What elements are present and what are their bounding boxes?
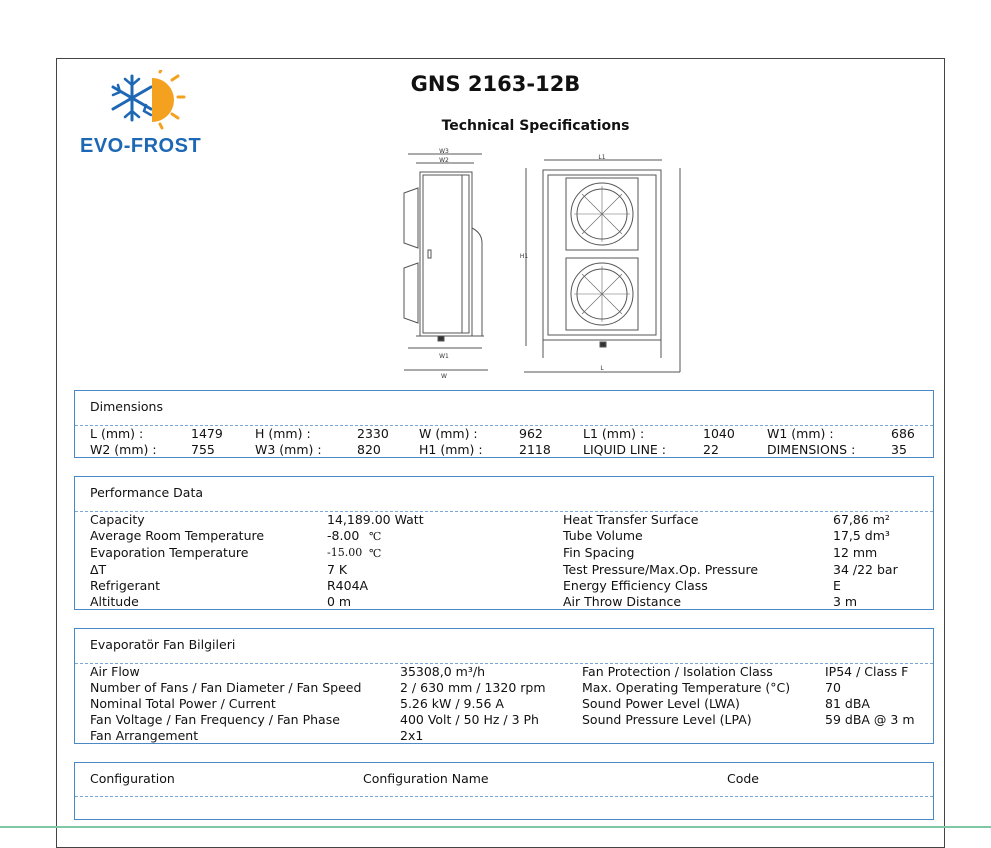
dim-label: L (mm) : [90, 426, 144, 441]
divider [75, 663, 933, 664]
config-column-header: Configuration [90, 771, 175, 786]
dim-value: 2118 [519, 442, 551, 457]
fan-value: 59 dBA @ 3 m [825, 712, 915, 727]
product-title: GNS 2163-12B [410, 72, 581, 96]
configuration-section [74, 762, 934, 820]
dim-value: 755 [191, 442, 215, 457]
perf-value: 3 m [833, 594, 858, 609]
dim-label: H1 (mm) : [419, 442, 483, 457]
perf-value: 67,86 m² [833, 512, 890, 527]
dim-label: H (mm) : [255, 426, 311, 441]
dim-label: W3 (mm) : [255, 442, 322, 457]
dim-label: W (mm) : [419, 426, 478, 441]
unit-celsius: ℃ [369, 530, 382, 543]
fan-label: Nominal Total Power / Current [90, 696, 276, 711]
dim-label: W1 (mm) : [767, 426, 834, 441]
logo-text: EVO-FROST [80, 135, 202, 157]
perf-value: 7 K [327, 562, 348, 577]
section-heading: Performance Data [90, 485, 204, 500]
perf-value: 0 m [327, 594, 352, 609]
drawing-label: W [441, 373, 447, 380]
fan-label: Number of Fans / Fan Diameter / Fan Speed [90, 680, 362, 695]
perf-value: -15.00 [327, 546, 363, 559]
dim-value: 2330 [357, 426, 389, 441]
perf-label: Heat Transfer Surface [563, 512, 699, 527]
dim-value: 1479 [191, 426, 223, 441]
perf-label: Fin Spacing [563, 545, 635, 560]
dim-value: 35 [891, 442, 907, 457]
unit-dimension-drawing [398, 148, 698, 380]
fan-value: 35308,0 m³/h [400, 664, 485, 679]
perf-value: R404A [327, 578, 369, 593]
fan-label: Max. Operating Temperature (°C) [582, 680, 791, 695]
config-name-column-header: Configuration Name [363, 771, 489, 786]
fan-label: Sound Power Level (LWA) [582, 696, 740, 711]
perf-value: 12 mm [833, 545, 878, 560]
perf-value: 34 /22 bar [833, 562, 898, 577]
config-code-column-header: Code [727, 771, 760, 786]
fan-section [74, 628, 934, 744]
perf-label: ΔT [90, 562, 107, 577]
fan-value: 2x1 [400, 728, 424, 743]
dimensions-section [74, 390, 934, 458]
divider [75, 511, 933, 512]
perf-label: Capacity [90, 512, 145, 527]
fan-value: 400 Volt / 50 Hz / 3 Ph [400, 712, 539, 727]
divider [75, 796, 933, 797]
perf-value: E [833, 578, 841, 593]
fan-value: IP54 / Class F [825, 664, 909, 679]
dim-label: DIMENSIONS : [767, 442, 856, 457]
performance-section [74, 476, 934, 610]
drawing-label: W1 [439, 353, 449, 360]
dim-label: LIQUID LINE : [583, 442, 667, 457]
dim-value: 1040 [703, 426, 735, 441]
perf-label: Average Room Temperature [90, 528, 265, 543]
drawing-label: L [600, 365, 604, 372]
fan-label: Fan Voltage / Fan Frequency / Fan Phase [90, 712, 340, 727]
fan-label: Air Flow [90, 664, 140, 679]
perf-value: 17,5 dm³ [833, 528, 890, 543]
dim-label: L1 (mm) : [583, 426, 645, 441]
section-heading: Evaporatör Fan Bilgileri [90, 637, 236, 652]
drawing-label: H1 [519, 253, 529, 260]
dim-value: 22 [703, 442, 719, 457]
perf-label: Evaporation Temperature [90, 545, 249, 560]
perf-value: -8.00 [327, 528, 360, 543]
fan-label: Sound Pressure Level (LPA) [582, 712, 752, 727]
drawing-label: W3 [439, 148, 449, 155]
drawing-label: L1 [598, 154, 606, 161]
fan-value: 5.26 kW / 9.56 A [400, 696, 504, 711]
drawing-label: W2 [439, 157, 449, 164]
dim-label: W2 (mm) : [90, 442, 157, 457]
fan-value: 70 [825, 680, 841, 695]
perf-label: Test Pressure/Max.Op. Pressure [563, 562, 759, 577]
dim-value: 962 [519, 426, 543, 441]
fan-value: 81 dBA [825, 696, 870, 711]
dim-value: 686 [891, 426, 915, 441]
page-subtitle: Technical Specifications [441, 118, 630, 134]
perf-value: 14,189.00 Watt [327, 512, 424, 527]
perf-label: Altitude [90, 594, 139, 609]
page-bottom-rule [0, 826, 991, 828]
fan-value: 2 / 630 mm / 1320 rpm [400, 680, 546, 695]
section-heading: Dimensions [90, 399, 163, 414]
perf-label: Refrigerant [90, 578, 161, 593]
perf-label: Air Throw Distance [563, 594, 682, 609]
dim-value: 820 [357, 442, 381, 457]
unit-celsius: ℃ [369, 547, 382, 560]
fan-label: Fan Arrangement [90, 728, 199, 743]
fan-label: Fan Protection / Isolation Class [582, 664, 773, 679]
perf-label: Energy Efficiency Class [563, 578, 708, 593]
perf-label: Tube Volume [563, 528, 643, 543]
